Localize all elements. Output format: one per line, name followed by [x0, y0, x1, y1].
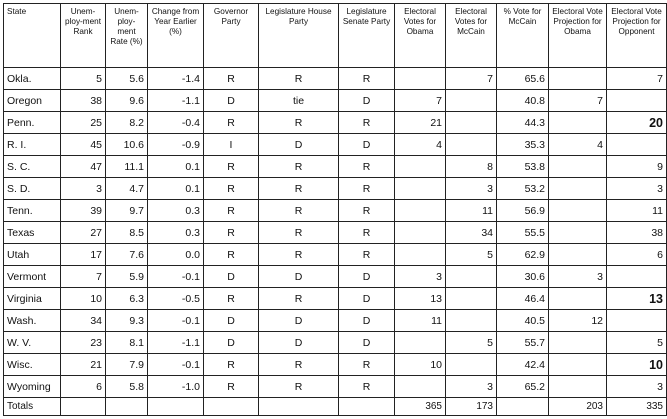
- cell-governor-party: R: [204, 288, 259, 310]
- cell-senate-party: R: [339, 178, 395, 200]
- cell-senate-party: R: [339, 376, 395, 398]
- cell-ev-mccain: 8: [446, 156, 497, 178]
- cell-ev-mccain: 7: [446, 68, 497, 90]
- cell-change-year-earlier: -1.0: [148, 376, 204, 398]
- cell-ev-mccain: [446, 266, 497, 288]
- cell-proj-obama: 4: [549, 134, 607, 156]
- table-row: [4, 376, 667, 398]
- cell-state: Vermont: [4, 266, 61, 288]
- cell-pct-mccain: 44.3: [497, 112, 549, 134]
- cell-governor-party: D: [204, 90, 259, 112]
- cell-unemployment-rate: 5.9: [106, 266, 148, 288]
- cell-ev-mccain: 34: [446, 222, 497, 244]
- cell-ev-mccain: [446, 112, 497, 134]
- cell-house-party: R: [259, 200, 339, 222]
- cell-unemployment-rate: 7.9: [106, 354, 148, 376]
- totals-pct-mccain: [497, 398, 549, 416]
- cell-governor-party: R: [204, 68, 259, 90]
- cell-ev-mccain: [446, 310, 497, 332]
- cell-house-party: tie: [259, 90, 339, 112]
- totals-unemployment-rate: [106, 398, 148, 416]
- cell-unemployment-rank: 6: [61, 376, 106, 398]
- header-change-year-earlier: Change from Year Earlier (%): [148, 4, 204, 68]
- cell-state: Wisc.: [4, 354, 61, 376]
- cell-pct-mccain: 65.2: [497, 376, 549, 398]
- cell-unemployment-rate: 9.7: [106, 200, 148, 222]
- cell-proj-obama: [549, 332, 607, 354]
- cell-pct-mccain: 30.6: [497, 266, 549, 288]
- cell-pct-mccain: 55.5: [497, 222, 549, 244]
- cell-ev-mccain: [446, 90, 497, 112]
- cell-ev-obama: [395, 332, 446, 354]
- table-row: [4, 178, 667, 200]
- cell-governor-party: R: [204, 156, 259, 178]
- cell-pct-mccain: 56.9: [497, 200, 549, 222]
- cell-proj-obama: [549, 178, 607, 200]
- cell-ev-obama: [395, 68, 446, 90]
- cell-house-party: D: [259, 134, 339, 156]
- cell-proj-obama: [549, 288, 607, 310]
- cell-proj-opponent: 11: [607, 200, 667, 222]
- cell-unemployment-rate: 9.6: [106, 90, 148, 112]
- cell-ev-mccain: 3: [446, 178, 497, 200]
- cell-proj-opponent: 6: [607, 244, 667, 266]
- table-row: [4, 156, 667, 178]
- header-senate-party: Legislature Senate Party: [339, 4, 395, 68]
- cell-pct-mccain: 53.2: [497, 178, 549, 200]
- cell-ev-obama: 7: [395, 90, 446, 112]
- cell-state: W. V.: [4, 332, 61, 354]
- cell-proj-opponent: [607, 90, 667, 112]
- cell-state: S. C.: [4, 156, 61, 178]
- totals-governor-party: [204, 398, 259, 416]
- cell-proj-opponent: 7: [607, 68, 667, 90]
- cell-change-year-earlier: -0.1: [148, 310, 204, 332]
- cell-governor-party: R: [204, 354, 259, 376]
- cell-state: S. D.: [4, 178, 61, 200]
- cell-change-year-earlier: 0.3: [148, 222, 204, 244]
- cell-state: Utah: [4, 244, 61, 266]
- cell-unemployment-rate: 4.7: [106, 178, 148, 200]
- cell-unemployment-rate: 6.3: [106, 288, 148, 310]
- cell-unemployment-rank: 47: [61, 156, 106, 178]
- cell-ev-obama: 13: [395, 288, 446, 310]
- totals-proj-obama: 203: [549, 398, 607, 416]
- table-row: [4, 266, 667, 288]
- cell-senate-party: D: [339, 90, 395, 112]
- totals-house-party: [259, 398, 339, 416]
- cell-unemployment-rate: 11.1: [106, 156, 148, 178]
- cell-unemployment-rank: 45: [61, 134, 106, 156]
- cell-house-party: D: [259, 266, 339, 288]
- cell-proj-obama: [549, 244, 607, 266]
- cell-proj-obama: [549, 200, 607, 222]
- header-row: [4, 4, 667, 68]
- cell-state: Tenn.: [4, 200, 61, 222]
- totals-row: [4, 398, 667, 416]
- cell-senate-party: D: [339, 288, 395, 310]
- cell-house-party: R: [259, 376, 339, 398]
- totals-ev-mccain: 173: [446, 398, 497, 416]
- cell-ev-mccain: 5: [446, 332, 497, 354]
- cell-proj-obama: 3: [549, 266, 607, 288]
- cell-unemployment-rate: 10.6: [106, 134, 148, 156]
- cell-unemployment-rate: 5.8: [106, 376, 148, 398]
- cell-ev-obama: 11: [395, 310, 446, 332]
- cell-governor-party: R: [204, 200, 259, 222]
- cell-senate-party: R: [339, 68, 395, 90]
- cell-unemployment-rank: 10: [61, 288, 106, 310]
- cell-unemployment-rate: 8.2: [106, 112, 148, 134]
- totals-unemployment-rank: [61, 398, 106, 416]
- table-row: [4, 244, 667, 266]
- cell-change-year-earlier: 0.1: [148, 178, 204, 200]
- cell-proj-opponent: 3: [607, 376, 667, 398]
- cell-change-year-earlier: -0.5: [148, 288, 204, 310]
- cell-governor-party: D: [204, 332, 259, 354]
- cell-ev-mccain: 3: [446, 376, 497, 398]
- cell-change-year-earlier: -1.4: [148, 68, 204, 90]
- cell-governor-party: D: [204, 266, 259, 288]
- cell-unemployment-rank: 39: [61, 200, 106, 222]
- cell-change-year-earlier: -0.1: [148, 266, 204, 288]
- cell-pct-mccain: 55.7: [497, 332, 549, 354]
- cell-pct-mccain: 62.9: [497, 244, 549, 266]
- cell-unemployment-rate: 8.5: [106, 222, 148, 244]
- header-proj-opponent: Electoral Vote Projection for Opponent: [607, 4, 667, 68]
- cell-ev-mccain: [446, 134, 497, 156]
- cell-senate-party: R: [339, 244, 395, 266]
- cell-ev-obama: 4: [395, 134, 446, 156]
- cell-house-party: R: [259, 288, 339, 310]
- cell-proj-opponent: 10: [607, 354, 667, 376]
- cell-proj-obama: [549, 354, 607, 376]
- cell-proj-obama: [549, 222, 607, 244]
- cell-proj-obama: 7: [549, 90, 607, 112]
- cell-house-party: D: [259, 332, 339, 354]
- table-row: [4, 134, 667, 156]
- header-house-party: Legislature House Party: [259, 4, 339, 68]
- cell-ev-obama: [395, 178, 446, 200]
- cell-ev-obama: 3: [395, 266, 446, 288]
- cell-ev-obama: 10: [395, 354, 446, 376]
- cell-senate-party: D: [339, 134, 395, 156]
- cell-senate-party: R: [339, 156, 395, 178]
- header-pct-mccain: % Vote for McCain: [497, 4, 549, 68]
- table-row: [4, 332, 667, 354]
- cell-proj-opponent: 3: [607, 178, 667, 200]
- header-unemployment-rank: Unem-ploy-ment Rank: [61, 4, 106, 68]
- cell-unemployment-rate: 9.3: [106, 310, 148, 332]
- header-ev-obama: Electoral Votes for Obama: [395, 4, 446, 68]
- header-proj-obama: Electoral Vote Projection for Obama: [549, 4, 607, 68]
- cell-pct-mccain: 46.4: [497, 288, 549, 310]
- cell-pct-mccain: 35.3: [497, 134, 549, 156]
- cell-change-year-earlier: -0.4: [148, 112, 204, 134]
- totals-proj-opponent: 335: [607, 398, 667, 416]
- table-row: [4, 288, 667, 310]
- cell-governor-party: D: [204, 310, 259, 332]
- cell-state: Oregon: [4, 90, 61, 112]
- cell-state: Wyoming: [4, 376, 61, 398]
- cell-unemployment-rank: 25: [61, 112, 106, 134]
- cell-unemployment-rank: 7: [61, 266, 106, 288]
- cell-ev-obama: 21: [395, 112, 446, 134]
- totals-change-year-earlier: [148, 398, 204, 416]
- cell-pct-mccain: 53.8: [497, 156, 549, 178]
- totals-senate-party: [339, 398, 395, 416]
- cell-proj-opponent: 5: [607, 332, 667, 354]
- cell-governor-party: R: [204, 222, 259, 244]
- cell-ev-mccain: [446, 354, 497, 376]
- cell-unemployment-rank: 27: [61, 222, 106, 244]
- cell-unemployment-rank: 5: [61, 68, 106, 90]
- cell-unemployment-rank: 38: [61, 90, 106, 112]
- cell-unemployment-rate: 8.1: [106, 332, 148, 354]
- cell-house-party: R: [259, 222, 339, 244]
- cell-proj-opponent: [607, 310, 667, 332]
- cell-unemployment-rank: 34: [61, 310, 106, 332]
- cell-ev-mccain: [446, 288, 497, 310]
- table-row: [4, 222, 667, 244]
- cell-change-year-earlier: -1.1: [148, 332, 204, 354]
- cell-proj-opponent: 9: [607, 156, 667, 178]
- header-ev-mccain: Electoral Votes for McCain: [446, 4, 497, 68]
- cell-senate-party: D: [339, 332, 395, 354]
- cell-governor-party: R: [204, 178, 259, 200]
- cell-unemployment-rank: 3: [61, 178, 106, 200]
- cell-ev-mccain: 11: [446, 200, 497, 222]
- header-unemployment-rate: Unem-ploy-ment Rate (%): [106, 4, 148, 68]
- cell-house-party: R: [259, 112, 339, 134]
- cell-state: Texas: [4, 222, 61, 244]
- table-row: [4, 90, 667, 112]
- cell-governor-party: I: [204, 134, 259, 156]
- cell-proj-obama: [549, 376, 607, 398]
- cell-unemployment-rank: 17: [61, 244, 106, 266]
- header-governor-party: Governor Party: [204, 4, 259, 68]
- cell-house-party: R: [259, 156, 339, 178]
- cell-proj-obama: 12: [549, 310, 607, 332]
- cell-pct-mccain: 40.8: [497, 90, 549, 112]
- table-row: [4, 310, 667, 332]
- cell-proj-opponent: 13: [607, 288, 667, 310]
- cell-proj-obama: [549, 68, 607, 90]
- cell-ev-obama: [395, 156, 446, 178]
- cell-governor-party: R: [204, 376, 259, 398]
- cell-house-party: D: [259, 310, 339, 332]
- cell-unemployment-rate: 5.6: [106, 68, 148, 90]
- cell-ev-obama: [395, 222, 446, 244]
- cell-state: Penn.: [4, 112, 61, 134]
- cell-senate-party: R: [339, 112, 395, 134]
- cell-unemployment-rank: 23: [61, 332, 106, 354]
- table-row: [4, 68, 667, 90]
- cell-house-party: R: [259, 354, 339, 376]
- cell-ev-obama: [395, 244, 446, 266]
- cell-governor-party: R: [204, 112, 259, 134]
- cell-proj-opponent: [607, 134, 667, 156]
- totals-ev-obama: 365: [395, 398, 446, 416]
- cell-unemployment-rank: 21: [61, 354, 106, 376]
- cell-governor-party: R: [204, 244, 259, 266]
- cell-house-party: R: [259, 68, 339, 90]
- cell-pct-mccain: 40.5: [497, 310, 549, 332]
- cell-house-party: R: [259, 244, 339, 266]
- totals-state: Totals: [4, 398, 61, 416]
- cell-change-year-earlier: 0.1: [148, 156, 204, 178]
- cell-state: Wash.: [4, 310, 61, 332]
- cell-senate-party: R: [339, 222, 395, 244]
- table-row: [4, 112, 667, 134]
- cell-proj-opponent: 20: [607, 112, 667, 134]
- cell-ev-mccain: 5: [446, 244, 497, 266]
- cell-ev-obama: [395, 200, 446, 222]
- cell-proj-opponent: [607, 266, 667, 288]
- cell-proj-obama: [549, 156, 607, 178]
- electoral-projection-table: [3, 3, 667, 416]
- cell-senate-party: D: [339, 310, 395, 332]
- cell-change-year-earlier: 0.0: [148, 244, 204, 266]
- cell-senate-party: R: [339, 200, 395, 222]
- cell-house-party: R: [259, 178, 339, 200]
- cell-change-year-earlier: 0.3: [148, 200, 204, 222]
- cell-state: Okla.: [4, 68, 61, 90]
- cell-pct-mccain: 42.4: [497, 354, 549, 376]
- cell-proj-obama: [549, 112, 607, 134]
- table-row: [4, 200, 667, 222]
- cell-change-year-earlier: -0.9: [148, 134, 204, 156]
- cell-unemployment-rate: 7.6: [106, 244, 148, 266]
- cell-state: R. I.: [4, 134, 61, 156]
- table-row: [4, 354, 667, 376]
- cell-ev-obama: [395, 376, 446, 398]
- cell-senate-party: R: [339, 354, 395, 376]
- cell-change-year-earlier: -1.1: [148, 90, 204, 112]
- cell-proj-opponent: 38: [607, 222, 667, 244]
- cell-change-year-earlier: -0.1: [148, 354, 204, 376]
- cell-pct-mccain: 65.6: [497, 68, 549, 90]
- cell-state: Virginia: [4, 288, 61, 310]
- header-state: State: [4, 4, 61, 68]
- cell-senate-party: D: [339, 266, 395, 288]
